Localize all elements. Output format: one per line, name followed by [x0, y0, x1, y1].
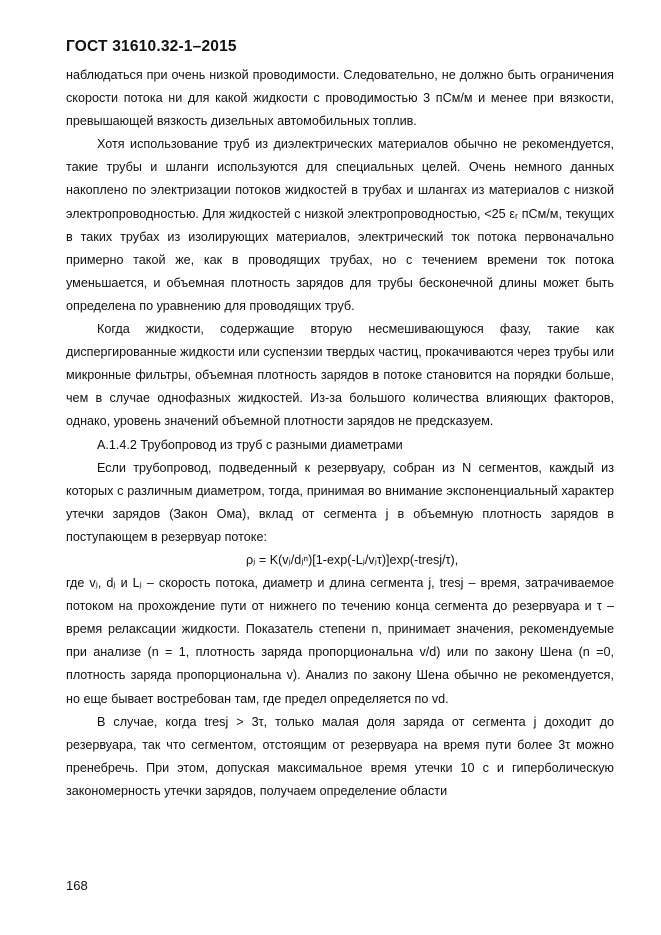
paragraph-segments: Если трубопровод, подведенный к резервуару, собран из N сегментов, каждый из которых с различным диаметром, тогда, принимая во внимание экспоненциальный характер утечки зарядов (Закон Ома), вклад от сегмента j в объемную плотность зарядов в поступающем в резервуар потоке:: [66, 460, 614, 544]
paragraph-1: наблюдаться при очень низкой проводимости. Следовательно, не должно быть ограничения скорости потока ни для какой жидкости с проводимостью 3 пСм/м и менее при вязкости, превышающей вязкость дизельных автомобильных топлив.: [66, 68, 614, 129]
paragraph-2: Хотя использование труб из диэлектрических материалов обычно не рекомендуется, такие трубы и шланги используются для специальных целей. Очень немного данных накоплено по электризации потоков жидкостей в трубах и шлангах из материалов с низкой электропроводностью. Для жидкостей с низкой электропроводностью, <25 εᵣ пСм/м, текущих в таких трубах из изолирующих материалов, электрический ток потока первоначально примерно такой же, как в проводящих трубах, но с течением времени ток потока уменьшается, и объемная плотность зарядов для трубы бесконечной длины может быть определена по уравнению для проводящих труб.: [66, 137, 614, 313]
paragraph-last: В случае, когда tresj > 3τ, только малая доля заряда от сегмента j доходит до резервуара, так что сегментом, отстоящим от резервуара на время пути более 3τ можно пренебречь. При этом, допуская максимальное время утечки 10 с и гиперболическую закономерность утечки зарядов, получаем определение области: [66, 714, 614, 798]
document-header: ГОСТ 31610.32-1–2015: [66, 38, 237, 55]
page-number: 168: [66, 878, 88, 893]
section-heading: А.1.4.2 Трубопровод из труб с разными диаметрами: [97, 437, 403, 452]
document-body: [66, 64, 614, 803]
paragraph-where: где vⱼ, dⱼ и Lⱼ – скорость потока, диаметр и длина сегмента j, tresj – время, затрачиваемое потоком на прохождение пути от нижнего по течению конца сегмента до резервуара и τ – время релаксации жидкости. Показатель степени n, принимает значения, рекомендуемые при анализе (n = 1, плотность заряда пропорциональна v/d) или по закону Шена (n =0, плотность заряда пропорциональна v). Анализ по закону Шена обычно не рекомендуется, но еще бывает востребован там, где предел определяется по vd.: [66, 576, 614, 706]
formula: ρⱼ = K(vⱼ/dⱼⁿ)[1-exp(-Lⱼ/vⱼτ)]exp(-tresj/τ),: [246, 552, 459, 567]
paragraph-3: Когда жидкости, содержащие вторую несмешивающуюся фазу, такие как диспергированные жидкости или суспензии твердых частиц, прокачиваются через трубы или микронные фильтры, объемная плотность зарядов в потоке становится на порядки больше, чем в случае однофазных жидкостей. Из-за большого количества влияющих факторов, однако, уровень значений объемной плотности зарядов не предсказуем.: [66, 322, 614, 429]
